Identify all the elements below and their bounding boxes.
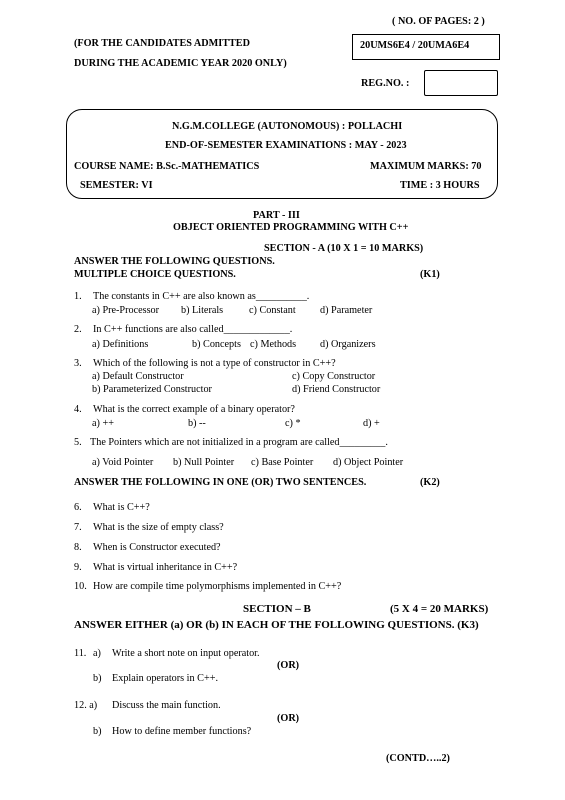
question-number: 4. [74,404,82,415]
option-a: a) ++ [92,418,114,429]
question-text: How are compile time polymorphisms implemented in C++? [93,581,342,592]
question-number: 9. [74,562,82,573]
question-text: Which of the following is not a type of constructor in C++? [93,358,336,369]
section-a-instruction-2: MULTIPLE CHOICE QUESTIONS. [74,269,236,280]
option-a: a) Definitions [92,339,149,350]
question-text: Discuss the main function. [112,700,221,711]
option-label: b) [93,673,102,684]
option-a: a) Pre-Processor [92,305,160,316]
section-b-instruction: ANSWER EITHER (a) OR (b) IN EACH OF THE FOLLOWING QUESTIONS. (K3) [74,619,479,631]
section-a-title: SECTION - A (10 X 1 = 10 MARKS) [264,243,424,254]
option-label: a) [93,648,101,659]
section-a-instruction-1: ANSWER THE FOLLOWING QUESTIONS. [74,256,275,267]
maximum-marks: MAXIMUM MARKS: 70 [370,161,482,172]
k1-label: (K1) [420,269,440,280]
course-name: COURSE NAME: B.Sc.-MATHEMATICS [74,161,260,172]
question-text: In C++ functions are also called_____________. [93,324,293,335]
question-number: 3. [74,358,82,369]
question-text: The constants in C++ are also known as__________. [93,291,310,302]
short-answer-instruction: ANSWER THE FOLLOWING IN ONE (OR) TWO SENTENCES. [74,477,367,488]
question-text: When is Constructor executed? [93,542,221,553]
question-text: What is the correct example of a binary operator? [93,404,295,415]
question-text: How to define member functions? [112,726,252,737]
subject-title: OBJECT ORIENTED PROGRAMMING WITH C++ [173,222,409,233]
option-label: b) [93,726,102,737]
question-number: 6. [74,502,82,513]
question-text: What is virtual inheritance in C++? [93,562,238,573]
option-b: b) -- [188,418,206,429]
question-number: 10. [74,581,87,592]
option-d: d) Organizers [320,339,376,350]
question-text: Write a short note on input operator. [112,648,260,659]
option-b: b) Null Pointer [173,457,235,468]
question-text: The Pointers which are not initialized in a program are called_________. [90,437,388,448]
option-c: c) * [285,418,301,429]
exam-time: TIME : 3 HOURS [400,180,480,191]
continued-label: (CONTD…..2) [386,753,450,764]
option-b: b) Literals [181,305,224,316]
question-text: What is the size of empty class? [93,522,224,533]
option-c: c) Base Pointer [251,457,314,468]
k2-label: (K2) [420,477,440,488]
option-d: d) Parameter [320,305,373,316]
option-d: d) + [363,418,380,429]
page-count: ( NO. OF PAGES: 2 ) [392,16,485,27]
question-number: 8. [74,542,82,553]
question-number: 12. a) [74,700,98,711]
reg-no-field [424,70,498,96]
question-text: Explain operators in C++. [112,673,218,684]
option-c: c) Methods [250,339,297,350]
or-label: (OR) [277,660,300,671]
question-number: 7. [74,522,82,533]
college-name: N.G.M.COLLEGE (AUTONOMOUS) : POLLACHI [172,121,403,132]
option-a: a) Void Pointer [92,457,154,468]
question-number: 5. [74,437,82,448]
semester: SEMESTER: VI [80,180,153,191]
option-b: b) Parameterized Constructor [92,384,212,395]
exam-title: END-OF-SEMESTER EXAMINATIONS : MAY - 2023 [165,140,407,151]
section-b-marks: (5 X 4 = 20 MARKS) [390,603,489,615]
question-number: 2. [74,324,82,335]
course-code: 20UMS6E4 / 20UMA6E4 [360,40,470,51]
option-d: d) Friend Constructor [292,384,381,395]
question-number: 11. [74,648,87,659]
section-b-title: SECTION – B [243,603,311,615]
question-number: 1. [74,291,82,302]
option-d: d) Object Pointer [333,457,404,468]
candidates-line-2: DURING THE ACADEMIC YEAR 2020 ONLY) [74,58,287,69]
option-c: c) Copy Constructor [292,371,376,382]
reg-no-label: REG.NO. : [361,78,410,89]
question-text: What is C++? [93,502,150,513]
candidates-line-1: (FOR THE CANDIDATES ADMITTED [74,38,250,49]
option-b: b) Concepts [192,339,241,350]
option-c: c) Constant [249,305,296,316]
part-title: PART - III [253,210,300,221]
option-a: a) Default Constructor [92,371,184,382]
or-label: (OR) [277,713,300,724]
